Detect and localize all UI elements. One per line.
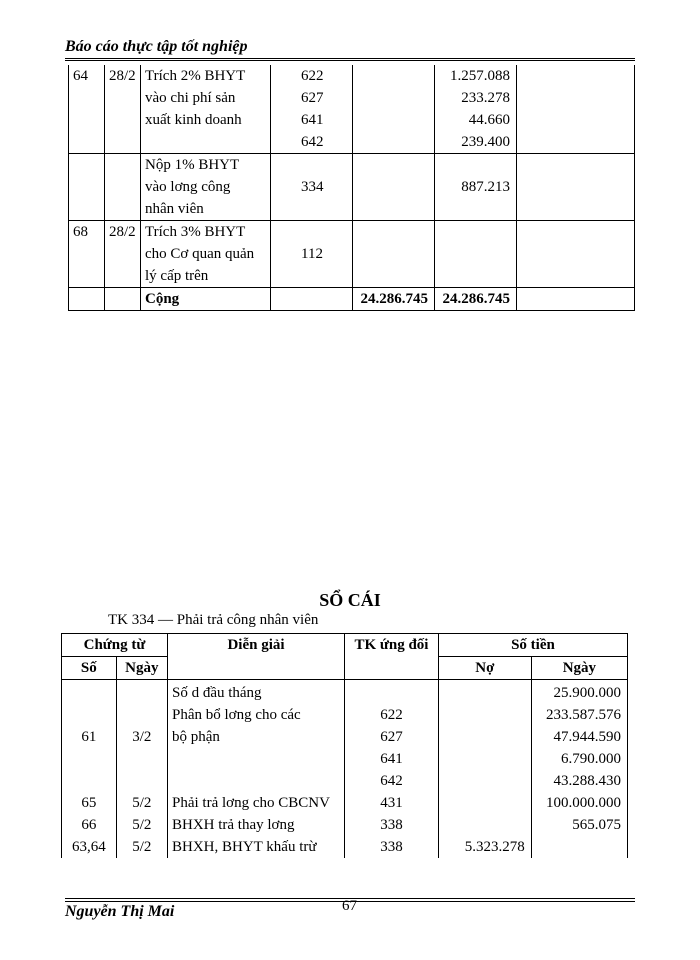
account-code: 641 (271, 109, 353, 131)
table-row (69, 221, 635, 244)
credit-amount (435, 243, 517, 265)
debit-amount (353, 198, 435, 221)
debit-amount (353, 243, 435, 265)
header-dien-giai: Diễn giải (167, 634, 344, 680)
description: bộ phận (167, 726, 344, 748)
debit-amount (353, 265, 435, 288)
voucher-date (116, 680, 167, 705)
description: Phân bổ lơng cho các (167, 704, 344, 726)
credit-amount: 239.400 (435, 131, 517, 154)
debit-amount (438, 770, 531, 792)
voucher-date (116, 704, 167, 726)
credit-amount (435, 154, 517, 177)
description: Phải trả lơng cho CBCNV (167, 792, 344, 814)
voucher-date (116, 748, 167, 770)
voucher-date: 28/2 (105, 65, 141, 154)
voucher-number (62, 770, 117, 792)
voucher-date: 5/2 (116, 836, 167, 858)
account-code (271, 198, 353, 221)
credit-amount: 44.660 (435, 109, 517, 131)
account-code (271, 154, 353, 177)
voucher-number: 61 (62, 726, 117, 748)
table-row (62, 748, 628, 770)
account-code: 627 (271, 87, 353, 109)
total-row (69, 288, 635, 311)
credit-amount (531, 836, 627, 858)
account-code: 112 (271, 243, 353, 265)
credit-amount (435, 265, 517, 288)
table-row (62, 792, 628, 814)
header-co: Ngày (531, 657, 627, 680)
credit-amount: 565.075 (531, 814, 627, 836)
table-row (62, 814, 628, 836)
table-row (62, 726, 628, 748)
account-code (344, 680, 438, 705)
total-label: Cộng (141, 288, 271, 311)
empty-cell (517, 154, 635, 221)
empty-cell (517, 288, 635, 311)
debit-amount (438, 814, 531, 836)
credit-amount: 6.790.000 (531, 748, 627, 770)
ledger-title: SỔ CÁI (319, 590, 381, 610)
total-debit: 24.286.745 (353, 288, 435, 311)
account-code: 622 (271, 65, 353, 87)
credit-amount: 233.587.576 (531, 704, 627, 726)
empty-cell (271, 288, 353, 311)
credit-amount: 1.257.088 (435, 65, 517, 87)
description: Số d đầu tháng (167, 680, 344, 705)
header-ngay: Ngày (116, 657, 167, 680)
account-code: 338 (344, 814, 438, 836)
ledger-subtitle: TK 334 — Phải trả công nhân viên (108, 612, 319, 628)
header-row (62, 634, 628, 657)
table-row (62, 680, 628, 705)
report-header-title: Báo cáo thực tập tốt nghiệp (65, 38, 248, 55)
description-line: cho Cơ quan quản (141, 243, 271, 265)
empty-cell (69, 288, 105, 311)
voucher-number (62, 704, 117, 726)
empty-cell (517, 65, 635, 154)
voucher-number: 63,64 (62, 836, 117, 858)
debit-amount: 5.323.278 (438, 836, 531, 858)
header-so: Số (62, 657, 117, 680)
debit-amount (438, 792, 531, 814)
debit-amount (438, 680, 531, 705)
debit-amount (438, 726, 531, 748)
voucher-number (62, 680, 117, 705)
header-tk-ung-doi: TK ứng đối (344, 634, 438, 680)
account-code: 622 (344, 704, 438, 726)
description-line: nhân viên (141, 198, 271, 221)
description-line: lý cấp trên (141, 265, 271, 288)
table-row (69, 65, 635, 87)
credit-amount: 43.288.430 (531, 770, 627, 792)
debit-amount (353, 131, 435, 154)
description (167, 748, 344, 770)
description-line: Trích 3% BHYT (141, 221, 271, 244)
voucher-date: 5/2 (116, 814, 167, 836)
credit-amount: 25.900.000 (531, 680, 627, 705)
table-row (69, 154, 635, 177)
account-code: 642 (271, 131, 353, 154)
voucher-date: 3/2 (116, 726, 167, 748)
empty-cell (517, 221, 635, 288)
account-code (271, 265, 353, 288)
debit-amount (353, 221, 435, 244)
voucher-date (105, 154, 141, 221)
debit-amount (353, 109, 435, 131)
debit-amount (353, 176, 435, 198)
debit-amount (438, 704, 531, 726)
credit-amount: 233.278 (435, 87, 517, 109)
debit-amount (353, 87, 435, 109)
debit-amount (353, 154, 435, 177)
voucher-number: 66 (62, 814, 117, 836)
credit-amount (435, 221, 517, 244)
credit-amount (435, 198, 517, 221)
account-code: 642 (344, 770, 438, 792)
credit-amount: 887.213 (435, 176, 517, 198)
description: BHXH trả thay lơng (167, 814, 344, 836)
account-code: 641 (344, 748, 438, 770)
voucher-date: 28/2 (105, 221, 141, 288)
description: BHXH, BHYT khấu trừ (167, 836, 344, 858)
voucher-date (116, 770, 167, 792)
ledger-table (61, 633, 628, 858)
header-chung-tu: Chứng từ (62, 634, 168, 657)
account-code (271, 221, 353, 244)
debit-amount (353, 65, 435, 87)
debit-amount (438, 748, 531, 770)
credit-amount: 100.000.000 (531, 792, 627, 814)
description-line: vào chi phí sản (141, 87, 271, 109)
header-no: Nợ (438, 657, 531, 680)
page-number: 67 (342, 898, 357, 914)
empty-cell (105, 288, 141, 311)
account-code: 627 (344, 726, 438, 748)
description-line: xuất kinh doanh (141, 109, 271, 131)
description-line: Trích 2% BHYT (141, 65, 271, 87)
account-code: 334 (271, 176, 353, 198)
description-line (141, 131, 271, 154)
credit-amount: 47.944.590 (531, 726, 627, 748)
author-name: Nguyễn Thị Mai (65, 903, 175, 920)
voucher-date: 5/2 (116, 792, 167, 814)
description-line: Nộp 1% BHYT (141, 154, 271, 177)
description-line: vào lơng công (141, 176, 271, 198)
journal-table (68, 65, 635, 311)
voucher-number: 64 (69, 65, 105, 154)
voucher-number (62, 748, 117, 770)
account-code: 338 (344, 836, 438, 858)
header-so-tien: Số tiền (438, 634, 627, 657)
voucher-number (69, 154, 105, 221)
voucher-number: 65 (62, 792, 117, 814)
voucher-number: 68 (69, 221, 105, 288)
account-code: 431 (344, 792, 438, 814)
total-credit: 24.286.745 (435, 288, 517, 311)
description (167, 770, 344, 792)
table-row (62, 770, 628, 792)
table-row (62, 836, 628, 858)
table-row (62, 704, 628, 726)
header-rule (65, 58, 635, 61)
